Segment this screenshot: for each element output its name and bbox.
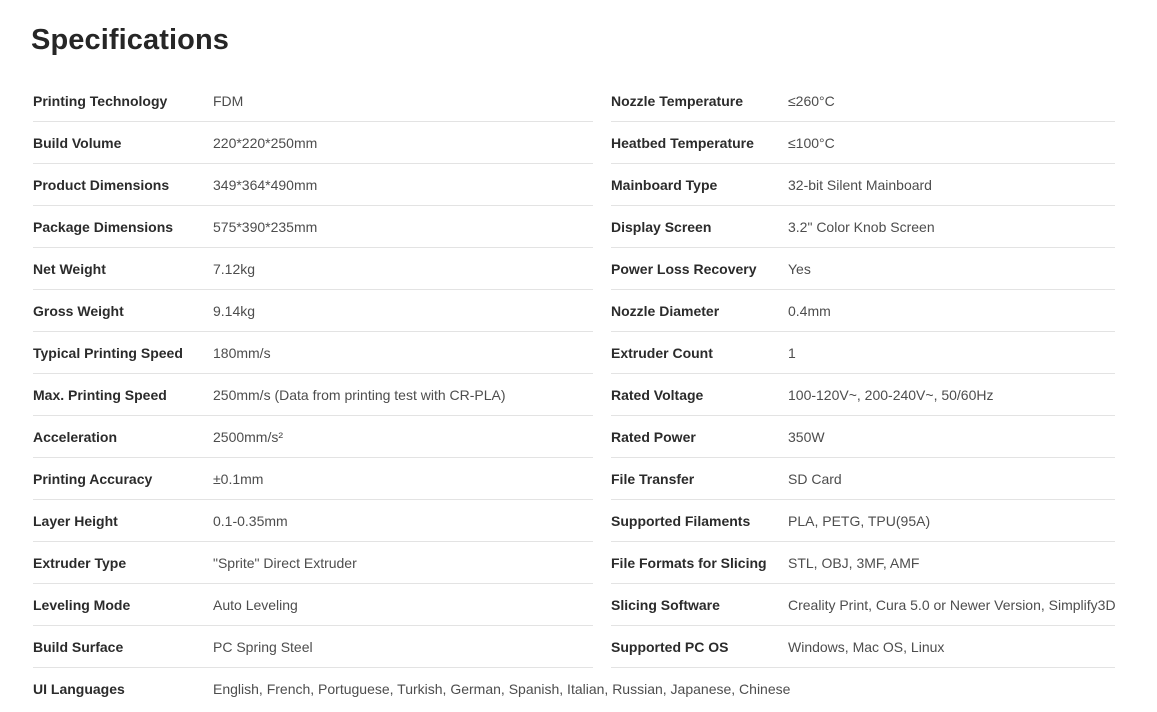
spec-value: 9.14kg — [213, 303, 256, 319]
spec-row — [33, 332, 593, 374]
spec-row — [33, 164, 593, 206]
spec-row — [33, 542, 593, 584]
spec-row — [611, 584, 1115, 626]
spec-label: Build Surface — [33, 639, 124, 655]
spec-row — [33, 80, 593, 122]
spec-label: Nozzle Temperature — [611, 93, 743, 109]
spec-label: Printing Technology — [33, 93, 168, 109]
spec-value: FDM — [213, 93, 244, 109]
spec-row — [611, 164, 1115, 206]
spec-row — [33, 500, 593, 542]
spec-label: Typical Printing Speed — [33, 345, 183, 361]
spec-row — [611, 416, 1115, 458]
spec-value: Windows, Mac OS, Linux — [788, 639, 945, 655]
spec-value: 220*220*250mm — [213, 135, 318, 151]
spec-row — [33, 626, 593, 668]
spec-row — [33, 248, 593, 290]
spec-label: File Transfer — [611, 471, 695, 487]
spec-row — [611, 542, 1115, 584]
spec-label: Mainboard Type — [611, 177, 718, 193]
spec-value: English, French, Portuguese, Turkish, German, Spanish, Italian, Russian, Japanese, Chinese — [213, 681, 791, 697]
spec-value: STL, OBJ, 3MF, AMF — [788, 555, 920, 571]
spec-label: Product Dimensions — [33, 177, 170, 193]
spec-value: 180mm/s — [213, 345, 271, 361]
spec-label: Net Weight — [33, 261, 106, 277]
spec-label: File Formats for Slicing — [611, 555, 767, 571]
spec-label: Slicing Software — [611, 597, 720, 613]
specs-left-column — [33, 80, 593, 668]
spec-value: 1 — [788, 345, 796, 361]
page-title: Specifications — [31, 24, 230, 56]
spec-label: Heatbed Temperature — [611, 135, 754, 151]
spec-row — [611, 122, 1115, 164]
spec-value: ≤260°C — [788, 93, 835, 109]
spec-value: 2500mm/s² — [213, 429, 284, 445]
spec-value: 350W — [788, 429, 825, 445]
spec-label: Leveling Mode — [33, 597, 131, 613]
spec-value: 7.12kg — [213, 261, 256, 277]
spec-label: Supported Filaments — [611, 513, 751, 529]
spec-value: 100-120V~, 200-240V~, 50/60Hz — [788, 387, 994, 403]
spec-label: Acceleration — [33, 429, 118, 445]
spec-row — [33, 122, 593, 164]
spec-label: Max. Printing Speed — [33, 387, 167, 403]
spec-row — [33, 584, 593, 626]
spec-value: SD Card — [788, 471, 842, 487]
spec-value: 250mm/s (Data from printing test with CR-PLA) — [213, 387, 506, 403]
spec-row — [611, 206, 1115, 248]
spec-row — [611, 458, 1115, 500]
spec-label: Layer Height — [33, 513, 118, 529]
spec-row — [611, 248, 1115, 290]
spec-row — [611, 290, 1115, 332]
spec-row — [33, 458, 593, 500]
spec-row — [611, 500, 1115, 542]
spec-label: Build Volume — [33, 135, 122, 151]
spec-label: Package Dimensions — [33, 219, 174, 235]
spec-value: 0.1-0.35mm — [213, 513, 288, 529]
spec-value: 3.2" Color Knob Screen — [788, 219, 935, 235]
spec-value: 349*364*490mm — [213, 177, 318, 193]
spec-row — [33, 290, 593, 332]
spec-row — [33, 416, 593, 458]
spec-label: Extruder Count — [611, 345, 713, 361]
spec-value: PC Spring Steel — [213, 639, 313, 655]
spec-label: Nozzle Diameter — [611, 303, 720, 319]
spec-label: Rated Voltage — [611, 387, 704, 403]
spec-row-ui-languages — [33, 668, 1115, 710]
spec-label: Power Loss Recovery — [611, 261, 757, 277]
spec-row — [33, 374, 593, 416]
spec-value: Creality Print, Cura 5.0 or Newer Version, Simplify3D — [788, 597, 1116, 613]
spec-row — [611, 374, 1115, 416]
spec-value: PLA, PETG, TPU(95A) — [788, 513, 931, 529]
spec-label: Extruder Type — [33, 555, 127, 571]
spec-label: Rated Power — [611, 429, 696, 445]
spec-row — [611, 332, 1115, 374]
spec-row — [611, 80, 1115, 122]
spec-label: Printing Accuracy — [33, 471, 153, 487]
spec-row — [33, 206, 593, 248]
spec-value: "Sprite" Direct Extruder — [213, 555, 357, 571]
spec-value: 0.4mm — [788, 303, 831, 319]
spec-value: Auto Leveling — [213, 597, 298, 613]
spec-label: Display Screen — [611, 219, 712, 235]
spec-value: 575*390*235mm — [213, 219, 318, 235]
spec-value: ±0.1mm — [213, 471, 264, 487]
spec-label: Supported PC OS — [611, 639, 729, 655]
spec-label: UI Languages — [33, 681, 125, 697]
spec-label: Gross Weight — [33, 303, 124, 319]
spec-value: Yes — [788, 261, 811, 277]
spec-row — [611, 626, 1115, 668]
specs-right-column — [611, 80, 1115, 668]
spec-value: 32-bit Silent Mainboard — [788, 177, 932, 193]
spec-value: ≤100°C — [788, 135, 835, 151]
